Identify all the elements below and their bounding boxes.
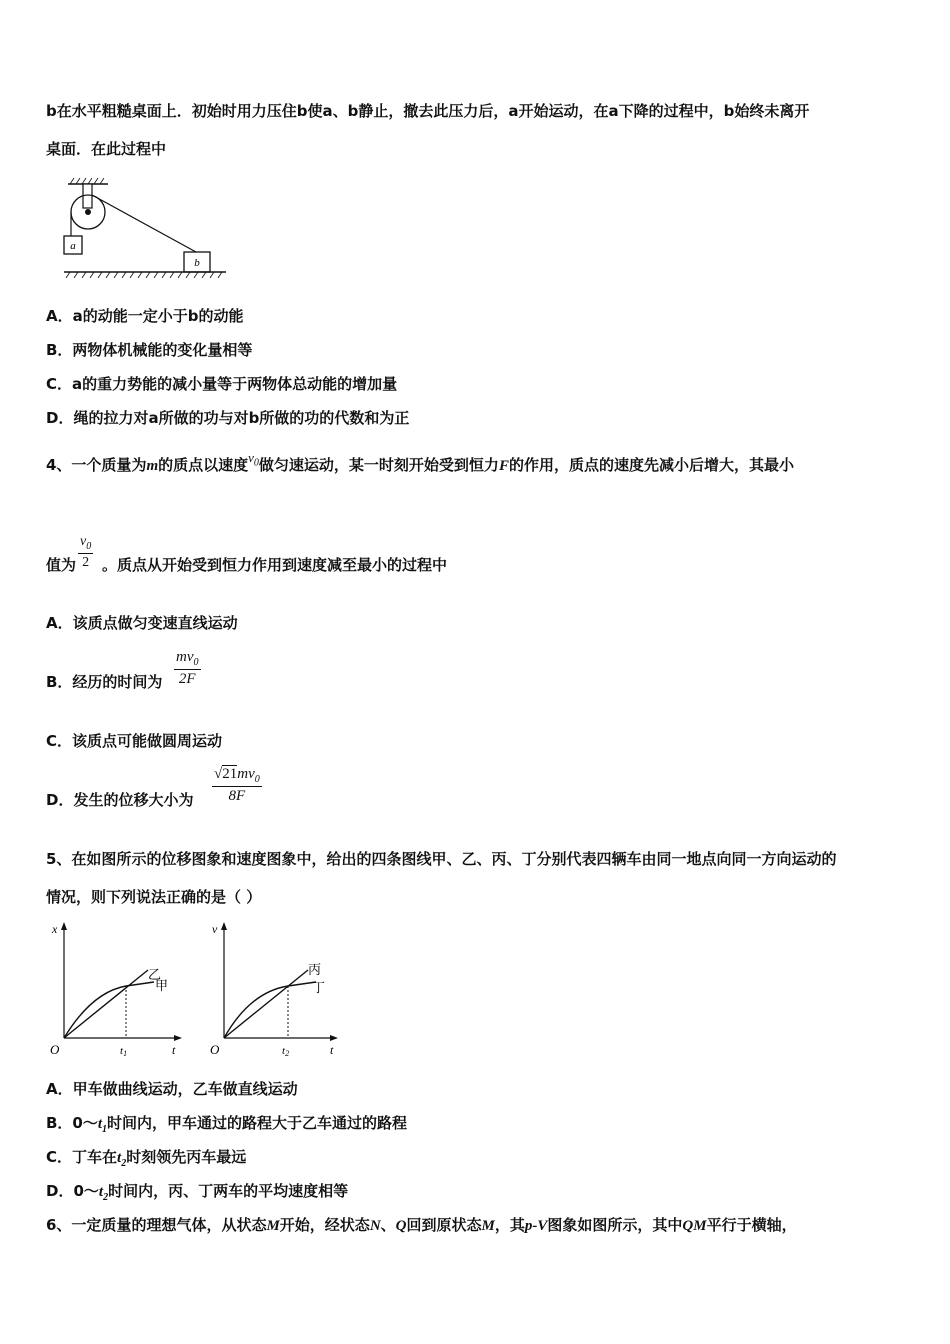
q3-stem-line2: 桌面．在此过程中 — [46, 140, 167, 158]
graph2-y-label: v — [212, 922, 218, 936]
q4-option-b-fraction: $mv_0$ 2F — [176, 649, 199, 687]
block-b-label: b — [194, 257, 200, 269]
q4-option-b: B．经历的时间为 — [46, 673, 163, 691]
q6-stem-line1: 6、一定质量的理想气体，从状态M开始，经状态N、Q回到原状态M，其p-V图象如图所示，其中QM平行于横轴， — [46, 1216, 797, 1234]
q3-option-a: A．a的动能一定小于b的动能 — [46, 307, 244, 325]
graph1-label-jia: 甲 — [155, 978, 169, 993]
q4-min-speed-fraction: $v_0$ 2 — [80, 534, 92, 570]
q5-stem-line2: 情况，则下列说法正确的是（ ） — [46, 888, 262, 906]
q5-stem-line1: 5、在如图所示的位移图象和速度图象中，给出的四条图线甲、乙、丙、丁分别代表四辆车由同一地点向同一方向运动的 — [46, 850, 837, 868]
q3-option-d: D．绳的拉力对a所做的功与对b所做的功的代数和为正 — [46, 409, 410, 427]
graph2-line-bing — [224, 970, 308, 1038]
graph1-origin: O — [50, 1042, 60, 1057]
graph1-line-yi — [64, 970, 148, 1038]
q4-stem-line1: 4、一个质量为m的质点以速度$v_0$做匀速运动，某一时刻开始受到恒力F的作用，质点的速度先减小后增大，其最小 — [46, 450, 794, 474]
q4-option-c: C．该质点可能做圆周运动 — [46, 732, 223, 750]
q5-graph-x-t — [44, 920, 194, 1060]
graph1-label-yi: 乙 — [148, 967, 162, 982]
graph1-y-label: x — [52, 922, 58, 936]
graph2-label-bing: 丙 — [308, 962, 322, 977]
q4-stem-line2-rest: 。质点从开始受到恒力作用到速度减至最小的过程中 — [102, 556, 448, 574]
graph2-origin: O — [210, 1042, 220, 1057]
q5-option-d: D．$0\sim t_2$时间内，丙、丁两车的平均速度相等 — [46, 1182, 349, 1203]
q3-option-b: B．两物体机械能的变化量相等 — [46, 341, 253, 359]
graph1-tick: t1 — [120, 1045, 128, 1058]
q5-option-b: B．$0\sim t_1$时间内，甲车通过的路程大于乙车通过的路程 — [46, 1114, 408, 1135]
block-a-label: a — [70, 240, 76, 252]
q4-option-a: A．该质点做匀变速直线运动 — [46, 614, 238, 632]
graph2-label-ding: 丁 — [312, 980, 326, 995]
q5-option-c: C．丁车在$t_2$时刻领先丙车最远 — [46, 1148, 247, 1169]
q5-option-a: A．甲车做曲线运动，乙车做直线运动 — [46, 1080, 298, 1098]
graph2-x-label: t — [330, 1043, 334, 1057]
q3-pulley-figure — [60, 178, 230, 283]
q4-stem-line2-prefix: 值为 — [46, 556, 77, 574]
graph1-x-label: t — [172, 1043, 176, 1057]
q3-stem-line1: b在水平粗糙桌面上．初始时用力压住b使a、b静止，撤去此压力后，a开始运动，在a下降的过程中，b始终未离开 — [46, 102, 810, 120]
q5-graph-v-t — [204, 920, 354, 1060]
q4-option-d-fraction: $√21mv_0$ 8F — [214, 766, 260, 804]
q4-option-d: D．发生的位移大小为 — [46, 791, 194, 809]
graph2-tick: t2 — [282, 1045, 290, 1058]
q3-option-c: C．a的重力势能的减小量等于两物体总动能的增加量 — [46, 375, 398, 393]
